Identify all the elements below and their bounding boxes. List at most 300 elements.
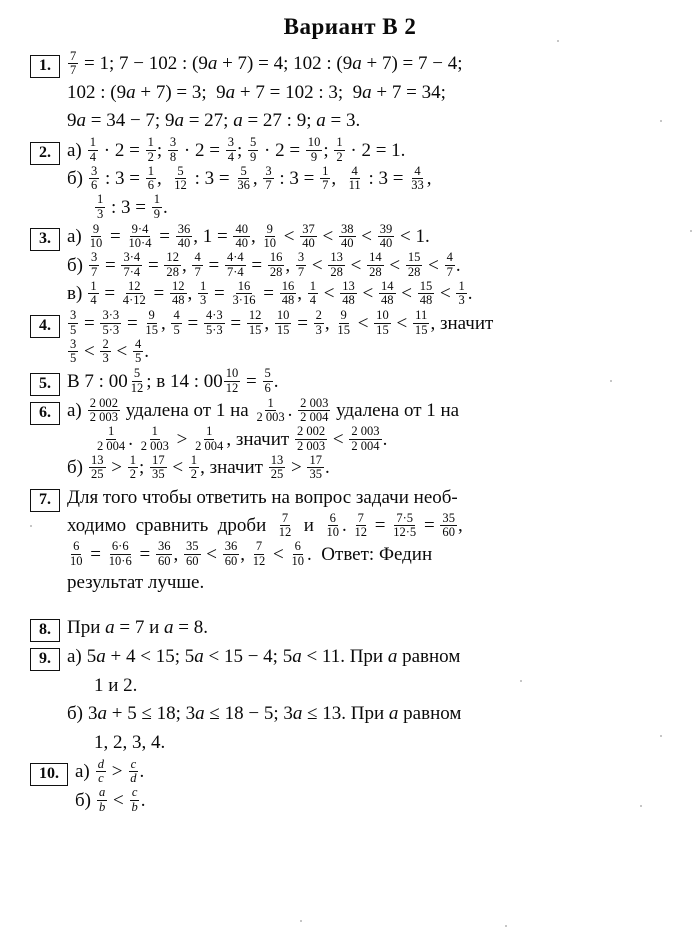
text-run: < — [435, 283, 456, 304]
part-label: б) — [67, 168, 83, 189]
fraction-denominator: 4 — [89, 149, 97, 164]
text-run: = — [122, 312, 143, 334]
fraction — [290, 540, 307, 567]
solution-line — [67, 569, 688, 598]
text-run: < — [391, 312, 412, 334]
fraction-denominator: 2 — [147, 149, 154, 164]
scan-speck — [520, 680, 522, 682]
fraction — [268, 251, 285, 278]
fraction — [68, 540, 85, 567]
text-run: , 1 = — [193, 226, 233, 247]
fraction-denominator: 8 — [169, 149, 177, 164]
fraction — [192, 251, 202, 278]
fraction-denominator: 12 — [278, 525, 292, 539]
text-run: < — [111, 341, 132, 362]
text-run: : 3 = — [100, 168, 145, 189]
part-label: в) — [67, 283, 83, 304]
part-label: а) — [67, 139, 82, 161]
solution-line — [67, 223, 688, 252]
part-label: б) — [67, 457, 83, 478]
part-label: а) — [67, 646, 82, 667]
solution-line — [67, 512, 688, 541]
fraction — [89, 251, 99, 278]
fraction-denominator: 15 — [276, 322, 290, 337]
fraction-numerator: 2 003 — [351, 424, 380, 439]
text-run: < — [384, 254, 405, 276]
fraction — [269, 454, 286, 481]
fraction — [418, 280, 435, 307]
fraction — [100, 309, 121, 336]
fraction — [88, 397, 120, 424]
text-run: < — [319, 283, 340, 304]
variable: a — [388, 703, 399, 724]
text-run: < — [328, 428, 349, 450]
fraction-denominator: 2 003 — [296, 438, 326, 453]
fraction-numerator: 3 — [169, 135, 177, 150]
fraction-numerator: 1 — [107, 424, 115, 439]
fraction-numerator: 3·3 — [102, 308, 120, 323]
text-run: · 2 = 1. — [345, 139, 406, 161]
fraction-denominator: 15 — [337, 322, 350, 337]
exercise-number-badge: 4. — [30, 315, 60, 338]
scan-speck — [300, 920, 302, 922]
text-run: , — [324, 312, 335, 334]
fraction-denominator: d — [130, 771, 137, 785]
exercise-5 — [30, 368, 688, 397]
scan-speck — [640, 805, 642, 807]
text-run: = 7 и — [114, 616, 165, 638]
fraction-denominator: 5 — [173, 322, 180, 337]
exercise-6 — [30, 397, 688, 483]
fraction-numerator: 9 — [148, 308, 155, 323]
text-run: . — [324, 457, 330, 478]
fraction-numerator: 37 — [302, 221, 315, 236]
variable: a — [126, 81, 136, 103]
fraction-denominator: 28 — [166, 264, 179, 279]
text-run: равном — [398, 703, 462, 724]
fraction-denominator: 35 — [152, 467, 165, 481]
scan-speck — [505, 925, 507, 927]
exercise-number-badge: 5. — [30, 373, 60, 396]
fraction-denominator: 10 — [89, 236, 103, 250]
exercise-1 — [30, 50, 688, 136]
solution-line — [67, 50, 688, 79]
fraction — [233, 223, 250, 250]
fraction-numerator: 9 — [92, 221, 100, 236]
fraction-numerator: 1 — [322, 163, 329, 178]
text-run: = — [225, 312, 246, 334]
page-title: Вариант В 2 — [283, 14, 417, 39]
fraction-numerator: 7 — [357, 510, 364, 525]
variable: a — [105, 616, 115, 638]
fraction-numerator: 36 — [177, 221, 191, 236]
scan-speck — [30, 525, 32, 527]
text-run: . — [140, 789, 146, 811]
fraction-numerator: 4 — [446, 250, 453, 265]
text-run: + 7) = 7 − 4; — [361, 53, 463, 74]
text-run: · 2 = — [99, 139, 145, 161]
fraction-denominator: 10 — [326, 525, 339, 539]
text-run: > — [106, 457, 127, 478]
text-run: ; в 14 : 00 — [146, 370, 223, 392]
fraction — [146, 165, 156, 192]
text-run: < — [352, 312, 374, 334]
variable: a — [195, 703, 205, 724]
fraction-denominator: 6 — [147, 178, 155, 192]
fraction — [68, 309, 78, 336]
variable: a — [97, 703, 107, 724]
exercise-body — [67, 643, 688, 757]
text-run: < — [268, 543, 289, 565]
fraction-numerator: 4 — [194, 250, 201, 265]
text-run: . — [287, 400, 298, 421]
text-run: = — [79, 312, 100, 334]
fraction-denominator: 28 — [330, 264, 343, 279]
text-run: равном — [397, 646, 461, 667]
fraction — [263, 367, 273, 394]
fraction — [379, 280, 396, 307]
fraction-denominator: 9 — [310, 149, 318, 164]
fraction-denominator: 15 — [145, 322, 158, 337]
fraction-numerator: 1 — [97, 192, 104, 207]
fraction — [150, 454, 167, 481]
fraction-denominator: 3·16 — [232, 293, 256, 307]
text-run: = — [100, 254, 121, 276]
exercise-10 — [30, 758, 688, 815]
fraction — [308, 280, 318, 307]
fraction-denominator: 60 — [224, 553, 238, 568]
fraction-numerator: 2 — [315, 308, 322, 323]
fraction — [146, 136, 156, 163]
variable: a — [362, 81, 372, 103]
fraction-denominator: 40 — [379, 236, 393, 250]
text-run: + 7) = 4; 102 : (9 — [217, 53, 353, 74]
text-run: При — [67, 616, 106, 638]
fraction — [409, 165, 426, 192]
text-run: = — [209, 283, 230, 304]
fraction — [445, 251, 455, 278]
text-run: , — [252, 168, 263, 189]
text-run: = 34 − 7; 9 — [86, 110, 175, 131]
text-run: , значит — [226, 428, 294, 450]
fraction — [314, 309, 324, 336]
fraction — [226, 136, 236, 163]
solution-line — [75, 758, 688, 787]
fraction — [128, 454, 138, 481]
fraction-denominator: 10 — [70, 553, 83, 568]
fraction — [156, 540, 173, 567]
exercise-body — [67, 310, 688, 367]
fraction-denominator: 35 — [309, 467, 322, 481]
solution-line — [67, 454, 688, 483]
fraction — [254, 397, 286, 424]
text-run: ≤ 18 − 5; 3 — [204, 703, 293, 724]
fraction — [225, 251, 246, 278]
scan-speck — [610, 380, 612, 382]
fraction-denominator: 2 003 — [140, 438, 169, 453]
fraction — [277, 512, 294, 539]
fraction-denominator: 15 — [248, 322, 262, 337]
fraction-numerator: 10 — [225, 366, 239, 381]
text-run: = — [419, 515, 440, 536]
exercise-number-badge: 1. — [30, 55, 60, 78]
fraction-denominator: c — [98, 771, 104, 785]
fraction — [168, 136, 178, 163]
solution-line — [75, 787, 688, 816]
fraction-denominator: 25 — [91, 467, 104, 481]
variable: a — [174, 110, 184, 131]
text-run: > — [286, 457, 307, 478]
text-run: ; — [156, 139, 167, 161]
exercise-body — [67, 137, 688, 223]
fraction-denominator: 2 004 — [351, 438, 380, 453]
part-label: б) — [67, 254, 83, 276]
fraction — [307, 454, 324, 481]
fraction-numerator: 2 002 — [296, 424, 326, 439]
text-run: , — [157, 168, 172, 189]
text-run: удалена от 1 на — [120, 400, 254, 421]
fraction — [171, 309, 181, 336]
scan-speck — [660, 120, 662, 122]
fraction-denominator: 5·3 — [102, 322, 120, 337]
fraction — [68, 50, 78, 77]
fraction — [248, 136, 258, 163]
fraction-numerator: 5 — [240, 163, 247, 178]
text-run: , — [181, 254, 192, 276]
fraction-denominator: 60 — [442, 525, 455, 539]
fraction-numerator: 11 — [415, 308, 428, 323]
text-run: . — [139, 761, 145, 782]
fraction-numerator: 4·3 — [205, 308, 223, 323]
part-label: б) — [67, 703, 83, 724]
exercise-number-badge: 10. — [30, 763, 68, 786]
fraction — [129, 786, 139, 813]
fraction-numerator: 1 — [267, 395, 274, 410]
fraction-numerator: 12 — [166, 250, 179, 265]
fraction-numerator: 1 — [153, 192, 161, 207]
fraction-numerator: 1 — [458, 278, 465, 293]
fraction-numerator: 4 — [414, 163, 421, 178]
text-run: + 5 ≤ 18; 3 — [107, 703, 196, 724]
text-run: < — [357, 283, 378, 304]
text-run: < — [167, 457, 188, 478]
fraction — [152, 193, 162, 220]
text-run: , — [240, 543, 250, 565]
exercise-9 — [30, 643, 688, 757]
fraction — [198, 280, 208, 307]
text-run: < 11. При — [301, 646, 388, 667]
fraction — [231, 280, 258, 307]
text-run: · 2 = — [259, 139, 305, 161]
fraction-denominator: 2 — [190, 467, 198, 481]
fraction-denominator: 40 — [235, 236, 248, 250]
fraction-denominator: 12 — [252, 553, 266, 568]
fraction — [95, 193, 105, 220]
fraction-numerator: 1 — [147, 135, 154, 150]
text-run: . — [273, 370, 279, 392]
fraction — [100, 338, 110, 365]
text-run: , — [251, 226, 261, 247]
fraction — [193, 425, 225, 452]
fraction-denominator: 6 — [264, 380, 271, 395]
text-run: = 27; — [183, 110, 234, 131]
fraction — [121, 280, 148, 307]
fraction-numerator: 16 — [269, 250, 283, 265]
fraction-denominator: 60 — [157, 553, 171, 568]
text-run: ходимо сравнить дроби — [67, 515, 276, 536]
scan-speck — [690, 230, 692, 232]
fraction-numerator: a — [99, 785, 106, 800]
fraction-denominator: 4·12 — [122, 293, 146, 307]
scan-speck — [557, 40, 559, 42]
fraction-numerator: 1 — [147, 163, 155, 178]
text-run: , — [331, 168, 346, 189]
fraction-denominator: 10·6 — [108, 553, 132, 568]
fraction-numerator: 3 — [70, 308, 77, 323]
fraction — [352, 512, 369, 539]
fraction-numerator: 5 — [133, 366, 141, 381]
text-run: , — [457, 515, 463, 536]
fraction-numerator: 3·4 — [123, 250, 141, 265]
fraction — [107, 540, 134, 567]
fraction — [247, 309, 264, 336]
fraction — [176, 223, 193, 250]
fraction-numerator: 13 — [270, 452, 284, 467]
fraction-numerator: 4 — [351, 163, 358, 178]
fraction — [170, 280, 187, 307]
fraction — [374, 309, 391, 336]
text-run: > — [107, 761, 128, 782]
solution-line — [67, 541, 688, 570]
exercise-number-badge: 7. — [30, 489, 60, 512]
fraction — [328, 251, 345, 278]
exercise-body — [67, 397, 688, 483]
fraction-denominator: 4 — [309, 293, 317, 307]
text-run: = — [241, 370, 262, 392]
fraction-numerator: 39 — [379, 221, 393, 236]
fraction-numerator: 3 — [70, 336, 77, 351]
fraction — [97, 786, 107, 813]
fraction-numerator: 1 — [190, 452, 198, 467]
text-run: + 4 < 15; 5 — [105, 646, 195, 667]
text-run: 1 и 2. — [94, 674, 138, 696]
text-run: = — [370, 515, 391, 536]
text-run: > — [171, 428, 193, 450]
text-run: = 27 : 9; — [242, 110, 317, 131]
fraction — [391, 512, 418, 539]
fraction — [88, 280, 98, 307]
fraction-denominator: 5 — [70, 322, 77, 337]
fraction — [89, 165, 99, 192]
fraction-numerator: 14 — [380, 278, 394, 293]
fraction-numerator: 1 — [336, 135, 343, 150]
fraction-numerator: 40 — [235, 221, 248, 236]
fraction-denominator: 7 — [322, 178, 329, 192]
fraction-numerator: 1 — [151, 424, 158, 439]
fraction-numerator: 9 — [266, 221, 273, 236]
fraction-numerator: 15 — [419, 278, 433, 293]
fraction-denominator: 5·3 — [205, 322, 223, 337]
exercise-7 — [30, 484, 688, 598]
fraction-denominator: 2 004 — [195, 438, 224, 453]
fraction-numerator: 16 — [237, 278, 251, 293]
fraction-numerator: 35 — [442, 510, 455, 525]
text-run: , — [285, 254, 295, 276]
fraction-denominator: 7 — [91, 264, 98, 279]
variable: a — [225, 81, 236, 103]
fraction — [184, 540, 201, 567]
text-run: 9 — [67, 110, 77, 131]
solution-line — [67, 672, 688, 701]
text-run: < 15 − 4; 5 — [203, 646, 293, 667]
fraction-numerator: 4 — [173, 308, 180, 323]
fraction — [133, 338, 143, 365]
fraction — [143, 309, 160, 336]
fraction-denominator: 6 — [91, 178, 98, 192]
text-run: < 1. — [395, 226, 430, 247]
fraction-numerator: 5 — [249, 135, 257, 150]
text-run: = — [85, 543, 106, 565]
text-run: , — [160, 312, 171, 334]
variable: a — [194, 646, 204, 667]
fraction-denominator: 3 — [97, 206, 104, 221]
fraction — [96, 758, 106, 785]
fraction-numerator: 12 — [128, 278, 141, 293]
fraction — [89, 454, 106, 481]
fraction — [251, 540, 268, 567]
text-run: . — [382, 428, 388, 450]
fraction-numerator: 1 — [129, 452, 137, 467]
text-run: . — [341, 515, 352, 536]
text-run: В 7 : 00 — [67, 370, 128, 392]
fraction — [139, 425, 171, 452]
text-run: < — [396, 283, 417, 304]
exercise-number-badge: 6. — [30, 402, 60, 425]
text-run: 5 — [86, 646, 97, 667]
fraction-denominator: 7 — [194, 264, 201, 279]
fraction-numerator: 3 — [91, 163, 98, 178]
fraction-numerator: 7 — [70, 48, 77, 63]
fraction — [298, 397, 330, 424]
fraction-denominator: 36 — [237, 178, 250, 192]
text-run: . — [128, 428, 138, 450]
fraction-denominator: 2 003 — [256, 410, 285, 424]
exercise-3 — [30, 223, 688, 309]
solution-line — [67, 700, 688, 729]
text-run: : 3 = — [363, 168, 409, 189]
fraction — [456, 280, 466, 307]
fraction — [335, 309, 352, 336]
solution-line — [67, 397, 688, 426]
fraction-numerator: 36 — [224, 539, 238, 554]
fraction — [223, 540, 240, 567]
fraction-denominator: 7·4 — [123, 264, 141, 279]
exercise-body — [67, 50, 688, 136]
fraction — [275, 309, 292, 336]
fraction-denominator: 40 — [341, 236, 354, 250]
fraction-numerator: 17 — [309, 452, 322, 467]
fraction-numerator: 2 003 — [300, 395, 329, 410]
fraction-numerator: 4 — [134, 336, 142, 351]
fraction-numerator: 12 — [172, 278, 185, 293]
solution-line — [67, 165, 688, 194]
fraction-numerator: 12 — [248, 308, 262, 323]
fraction-numerator: 35 — [185, 539, 199, 554]
fraction-denominator: 5 — [134, 351, 142, 365]
fraction-numerator: 3 — [297, 250, 305, 265]
fraction-numerator: 10 — [276, 308, 290, 323]
text-run: = 3. — [325, 110, 361, 131]
